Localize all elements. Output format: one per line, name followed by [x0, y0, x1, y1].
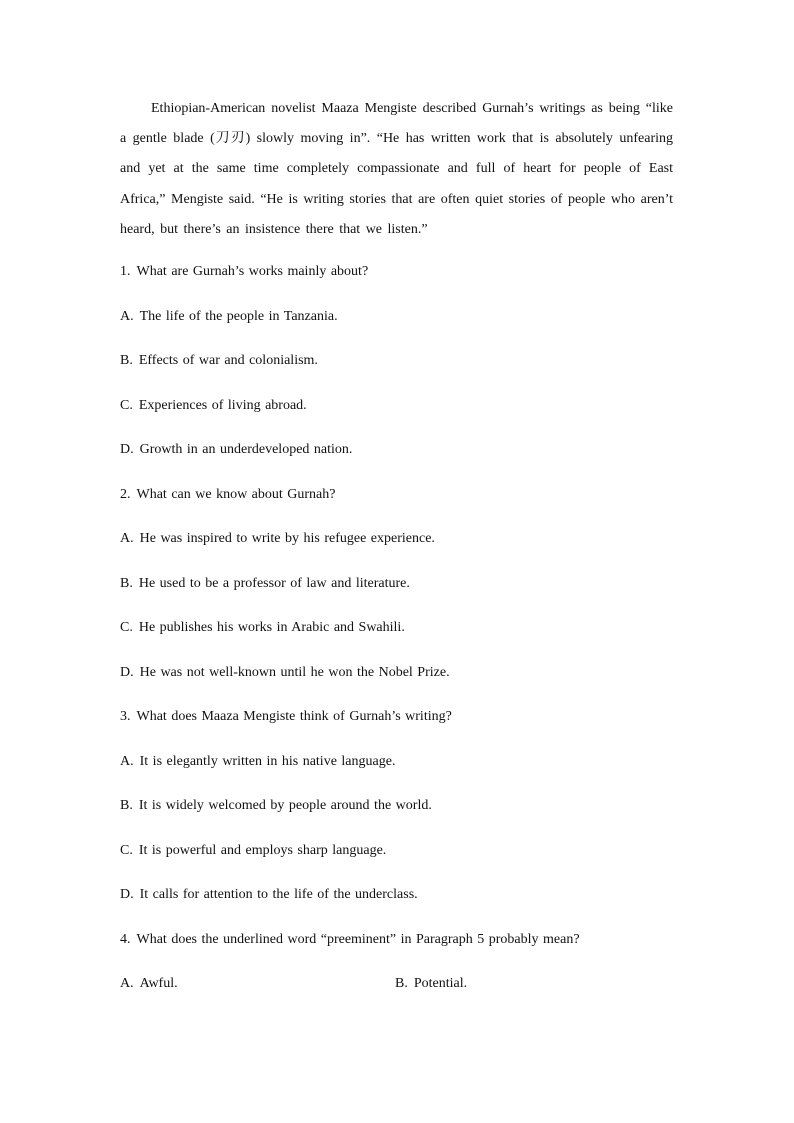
option-letter: A.	[120, 976, 134, 991]
question-3-option-b	[120, 796, 432, 816]
question-2-option-b	[120, 574, 410, 594]
option-text: He was inspired to write by his refugee experience.	[139, 531, 435, 546]
question-1-option-a	[120, 307, 338, 327]
option-letter: B.	[120, 576, 133, 591]
question-3	[120, 707, 452, 727]
option-text: It is powerful and employs sharp language.	[138, 843, 387, 858]
question-text: What can we know about Gurnah?	[136, 487, 336, 502]
option-text: He was not well-known until he won the Nobel Prize.	[139, 665, 450, 680]
question-4	[120, 930, 580, 950]
question-1	[120, 262, 368, 282]
question-4-option-b	[395, 974, 467, 994]
option-letter: D.	[120, 442, 134, 457]
question-4-option-a	[120, 976, 178, 991]
option-text: Effects of war and colonialism.	[138, 353, 318, 368]
option-letter: B.	[395, 976, 408, 991]
option-text: Growth in an underdeveloped nation.	[139, 442, 353, 457]
option-text: The life of the people in Tanzania.	[139, 309, 338, 324]
question-text: What are Gurnah’s works mainly about?	[136, 264, 369, 279]
option-letter: A.	[120, 754, 134, 769]
passage-paragraph: Ethiopian-American novelist Maaza Mengiste described Gurnah’s writings as being “like a gentle blade (刀刃) slowly moving in”. “He has written work that is absolutely unfearing and yet at the same time completely compassionate and full of heart for people of East Africa,” Mengiste said. “He is writing stories that are often quiet stories of people who aren’t heard, but there’s an insistence there that we listen.”	[120, 101, 673, 237]
option-text: It is widely welcomed by people around the world.	[138, 798, 432, 813]
option-letter: B.	[120, 798, 133, 813]
option-text: It calls for attention to the life of the underclass.	[139, 887, 418, 902]
option-text: It is elegantly written in his native language.	[139, 754, 396, 769]
question-1-option-d	[120, 440, 352, 460]
option-text: Experiences of living abroad.	[138, 398, 307, 413]
question-number: 1.	[120, 264, 131, 279]
option-letter: A.	[120, 309, 134, 324]
question-text: What does Maaza Mengiste think of Gurnah’s writing?	[136, 709, 452, 724]
question-2	[120, 485, 335, 505]
question-2-option-c	[120, 618, 405, 638]
question-2-option-a	[120, 529, 435, 549]
question-number: 3.	[120, 709, 131, 724]
question-3-option-d	[120, 885, 418, 905]
option-letter: B.	[120, 353, 133, 368]
option-text: Awful.	[139, 976, 178, 991]
question-1-option-c	[120, 396, 307, 416]
option-letter: C.	[120, 398, 133, 413]
option-letter: A.	[120, 531, 134, 546]
question-text: What does the underlined word “preeminent” in Paragraph 5 probably mean?	[136, 932, 580, 947]
question-number: 2.	[120, 487, 131, 502]
question-4-options-row	[120, 974, 673, 994]
option-letter: D.	[120, 665, 134, 680]
question-number: 4.	[120, 932, 131, 947]
question-3-option-c	[120, 841, 386, 861]
option-letter: C.	[120, 843, 133, 858]
question-1-option-b	[120, 351, 318, 371]
option-letter: C.	[120, 620, 133, 635]
question-3-option-a	[120, 752, 395, 772]
option-text: He publishes his works in Arabic and Swahili.	[138, 620, 405, 635]
option-text: He used to be a professor of law and literature.	[138, 576, 410, 591]
option-letter: D.	[120, 887, 134, 902]
question-2-option-d	[120, 663, 450, 683]
option-text: Potential.	[413, 976, 468, 991]
